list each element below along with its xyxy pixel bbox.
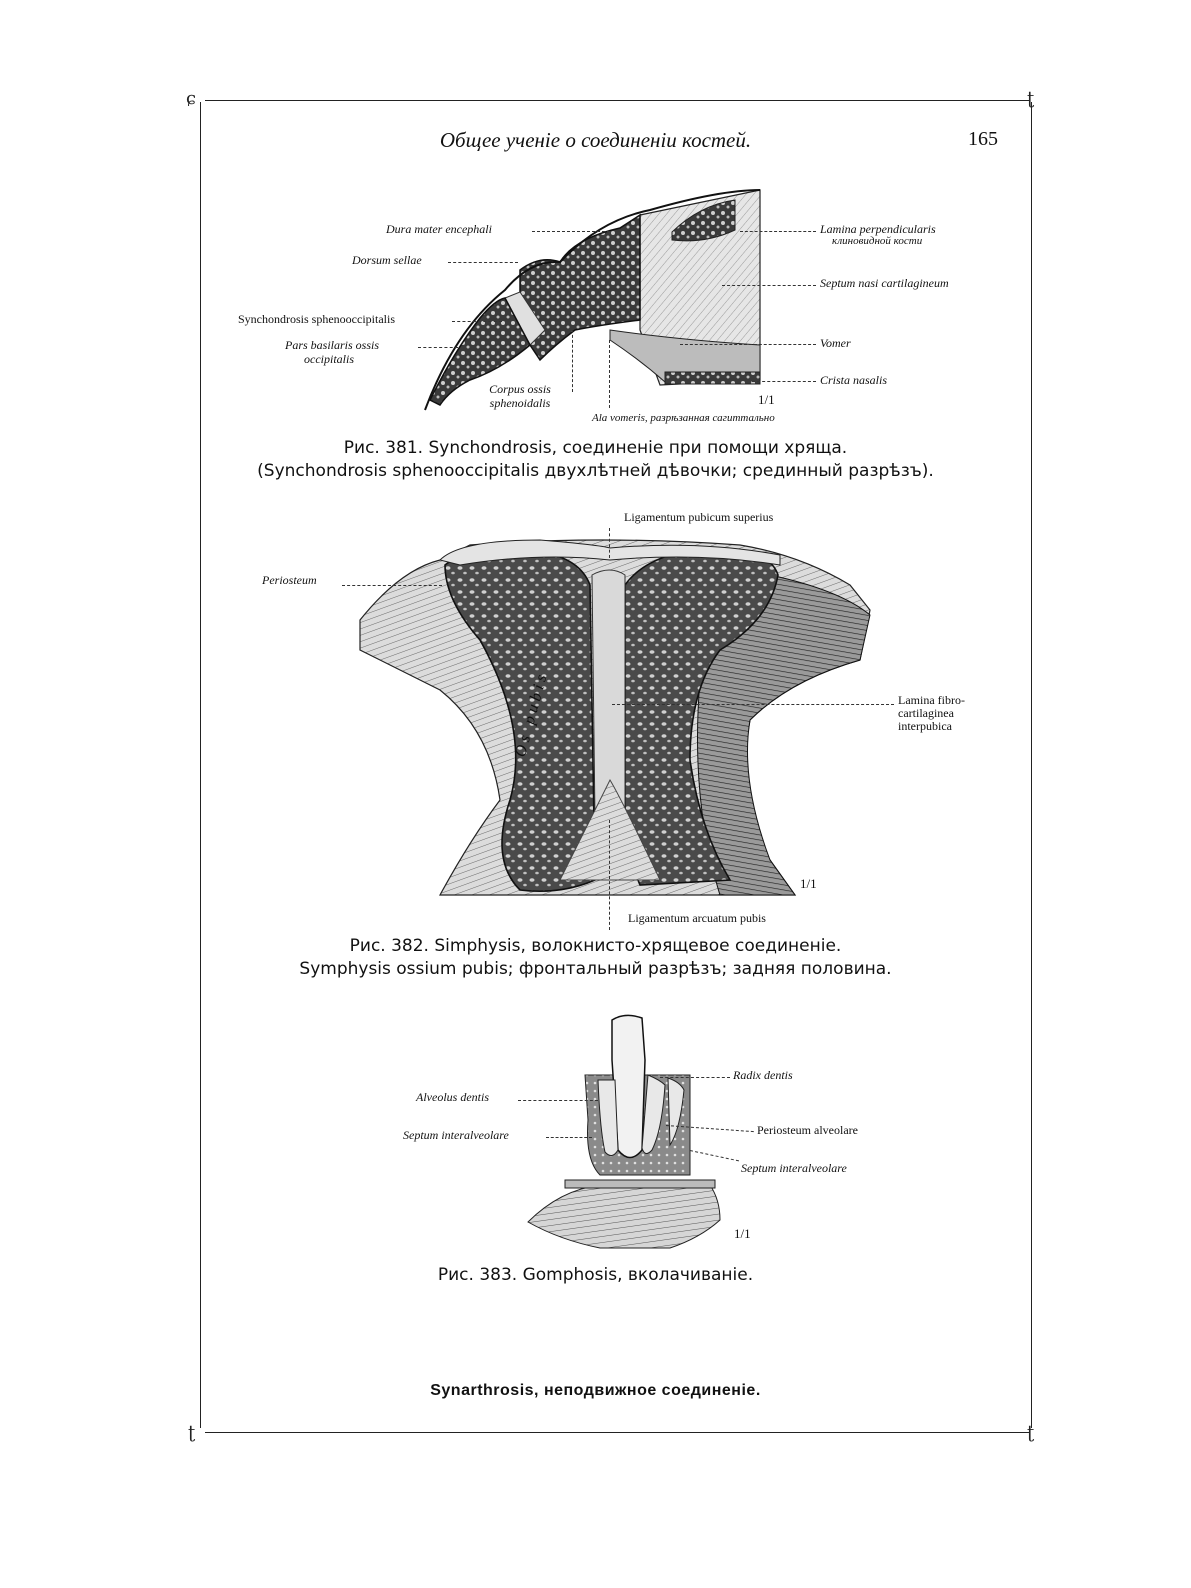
corner-ornament-icon: ʈ	[1027, 1422, 1035, 1443]
figure-381-caption-line1: Рис. 381. Synchondrosis, соединеніе при помощи хряща.	[343, 438, 848, 458]
figure-382-caption-line1: Рис. 382. Simphysis, волокнисто-хрящевое соединеніе.	[349, 936, 842, 956]
figure-381-caption-line2: (Synchondrosis sphenooccipitalis двухлѣтней дѣвочки; срединный разрѣзъ).	[257, 461, 934, 481]
figure-383-caption: Рис. 383. Gomphosis, вколачиваніе.	[437, 1265, 754, 1285]
figure-383-scale: 1/1	[734, 1226, 751, 1241]
label-periosteum-alveolare: Periosteum alveolare	[757, 1123, 858, 1137]
figure-382-scale: 1/1	[800, 876, 817, 891]
figure-381-scale: 1/1	[758, 392, 775, 407]
label-lamina-fibrocartilaginea-3: interpubica	[898, 719, 952, 733]
label-corpus-ossis-2: sphenoidalis	[489, 396, 551, 410]
label-ala-vomeris: Ala vomeris, разрѣзанная сагиттально	[592, 412, 775, 424]
label-vomer: Vomer	[820, 336, 851, 350]
label-lamina-fibrocartilaginea: Lamina fibro-	[898, 693, 965, 707]
leader-line	[660, 1077, 730, 1078]
figure-382-caption-line2: Symphysis ossium pubis; фронтальный разрѣзъ; задняя половина.	[299, 959, 892, 979]
label-os-pubis: Os pubis	[512, 668, 552, 759]
corner-ornament-icon: ʈ	[1027, 88, 1035, 109]
leader-line	[518, 1100, 598, 1101]
label-lamina-perpendicularis: Lamina perpendicularis	[820, 222, 936, 236]
page-title: Общее ученіе о соединеніи костей.	[439, 128, 752, 152]
label-pars-basilaris-2: occipitalis	[304, 352, 354, 366]
label-septum-nasi: Septum nasi cartilagineum	[820, 276, 949, 290]
label-lamina-fibrocartilaginea-2: cartilaginea	[898, 706, 954, 720]
label-dorsum-sellae: Dorsum sellae	[352, 253, 422, 267]
page-number: 165	[968, 128, 998, 150]
corner-ornament-icon: ʈ	[188, 1422, 196, 1443]
section-title: Synarthrosis, неподвижное соединеніе.	[430, 1382, 761, 1399]
label-radix-dentis: Radix dentis	[733, 1068, 793, 1082]
label-corpus-ossis: Corpus ossis	[489, 382, 551, 396]
label-ligamentum-pubicum-superius: Ligamentum pubicum superius	[624, 510, 774, 524]
leader-line	[546, 1137, 592, 1138]
label-lamina-perpendicularis-2: клиновидной кости	[832, 235, 923, 247]
label-crista-nasalis: Crista nasalis	[820, 373, 888, 387]
label-ligamentum-arcuatum: Ligamentum arcuatum pubis	[628, 911, 766, 925]
label-periosteum: Periosteum	[262, 573, 317, 587]
label-septum-interalveolare-right: Septum interalveolare	[741, 1161, 847, 1175]
label-dura-mater: Dura mater encephali	[386, 222, 492, 236]
label-septum-interalveolare-left: Septum interalveolare	[403, 1128, 509, 1142]
corner-ornament-icon: ɕ	[186, 88, 197, 109]
label-alveolus-dentis: Alveolus dentis	[416, 1090, 489, 1104]
label-synchondrosis: Synchondrosis sphenooccipitalis	[238, 312, 395, 326]
label-pars-basilaris: Pars basilaris ossis	[285, 338, 380, 352]
